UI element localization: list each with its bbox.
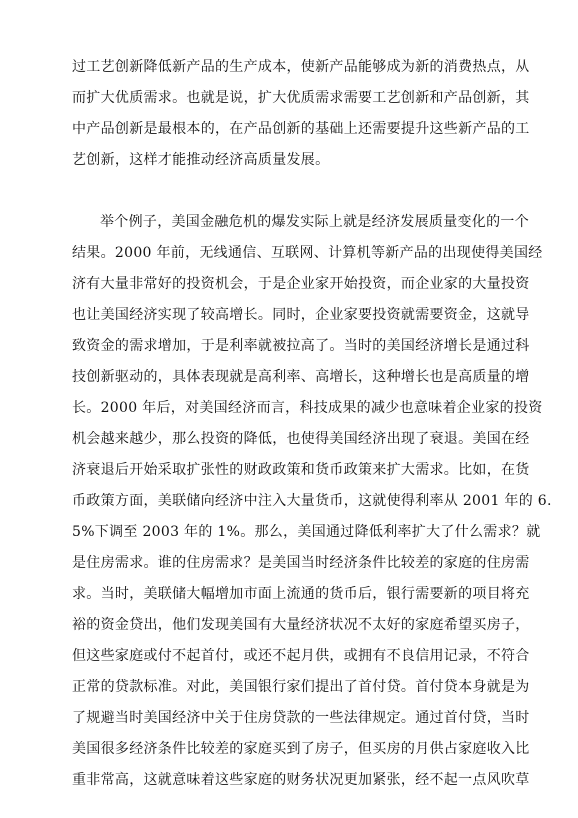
paragraph-2-line-6: 技创新驱动的，具体表现就是高利率、高增长，这种增长也是高质量的增 [72, 369, 530, 385]
paragraph-2-line-19: 重非常高，这就意味着这些家庭的财务状况更加紧张，经不起一点风吹草 [72, 772, 530, 788]
paragraph-2-line-11: 5%下调至 2003 年的 1%。那么，美国通过降低利率扩大了什么需求？就 [72, 524, 541, 540]
paragraph-2-line-10: 币政策方面，美联储向经济中注入大量货币，这就使得利率从 2001 年的 6. [72, 493, 552, 509]
paragraph-1-line-2: 而扩大优质需求。也就是说，扩大优质需求需要工艺创新和产品创新，其 [72, 90, 530, 106]
paragraph-2-line-12: 是住房需求。谁的住房需求？是美国当时经济条件比较差的家庭的住房需 [72, 555, 530, 571]
paragraph-2-line-3: 济有大量非常好的投资机会，于是企业家开始投资，而企业家的大量投资 [72, 276, 530, 292]
paragraph-2-line-14: 裕的资金贷出，他们发现美国有大量经济状况不太好的家庭希望买房子， [72, 617, 530, 633]
paragraph-2-line-15: 但这些家庭或付不起首付，或还不起月供，或拥有不良信用记录，不符合 [72, 648, 530, 664]
paragraph-2-line-7: 长。2000 年后，对美国经济而言，科技成果的减少也意味着企业家的投资 [72, 400, 543, 416]
paragraph-2-line-18: 美国很多经济条件比较差的家庭买到了房子，但买房的月供占家庭收入比 [72, 741, 530, 757]
paragraph-1-line-4: 艺创新，这样才能推动经济高质量发展。 [72, 152, 330, 168]
paragraph-2-line-8: 机会越来越少，那么投资的降低，也使得美国经济出现了衰退。美国在经 [72, 431, 530, 447]
paragraph-2-line-9: 济衰退后开始采取扩张性的财政政策和货币政策来扩大需求。比如，在货 [72, 462, 530, 478]
paragraph-1-line-3: 中产品创新是最根本的，在产品创新的基础上还需要提升这些新产品的工 [72, 121, 530, 137]
paragraph-2-line-13: 求。当时，美联储大幅增加市面上流通的货币后，银行需要新的项目将充 [72, 586, 530, 602]
paragraph-1-line-1: 过工艺创新降低新产品的生产成本，使新产品能够成为新的消费热点，从 [72, 59, 530, 75]
paragraph-2-line-16: 正常的贷款标准。对此，美国银行家们提出了首付贷。首付贷本身就是为 [72, 679, 530, 695]
paragraph-2-line-4: 也让美国经济实现了较高增长。同时，企业家要投资就需要资金，这就导 [72, 307, 530, 323]
paragraph-2-line-17: 了规避当时美国经济中关于住房贷款的一些法律规定。通过首付贷，当时 [72, 710, 530, 726]
paragraph-2-line-1: 举个例子，美国金融危机的爆发实际上就是经济发展质量变化的一个 [100, 214, 529, 230]
paragraph-2-line-5: 致资金的需求增加，于是利率就被拉高了。当时的美国经济增长是通过科 [72, 338, 530, 354]
paragraph-2-line-2: 结果。2000 年前，无线通信、互联网、计算机等新产品的出现使得美国经 [72, 245, 543, 261]
